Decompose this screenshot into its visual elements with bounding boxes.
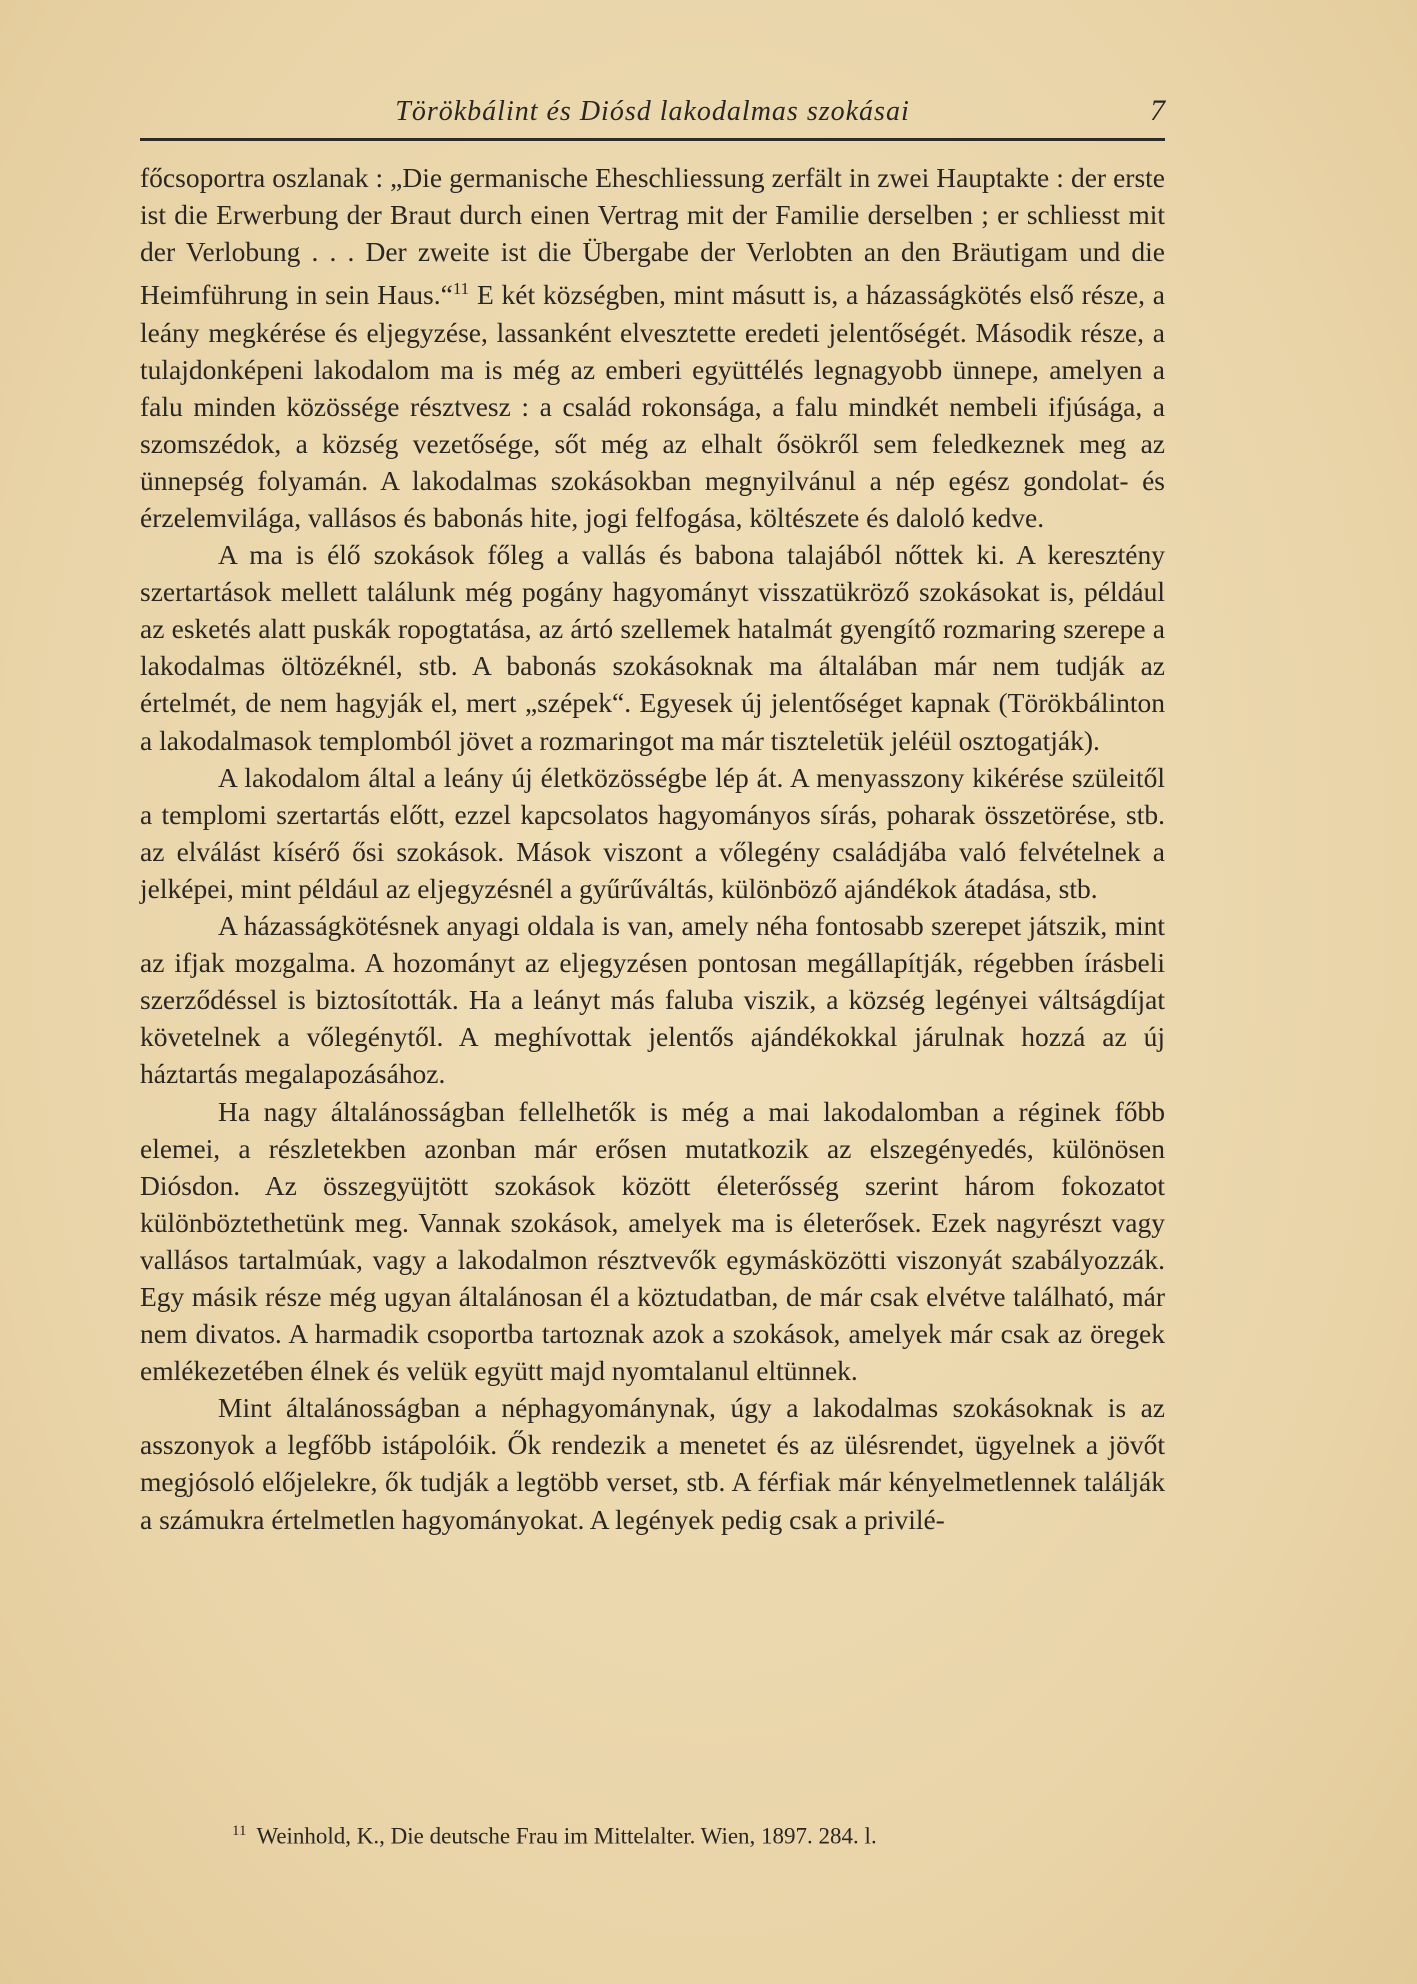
- page-header: [140, 88, 1165, 141]
- book-page: [140, 88, 1165, 1888]
- paragraph-2: A ma is élő szokások főleg a vallás és babona talajából nőttek ki. A keresztény szertartások mellett találunk még pogány hagyományt visszatükröző szokásokat is, például az esketés alatt puskák ropogtatása, az ártó szellemek hatalmát gyengítő rozmaring szerepe a lakodalmas öltözéknél, stb. A babonás szokásoknak ma általában már nem tudják az értelmét, de nem hagyják el, mert „szépek“. Egyesek új jelentőséget kapnak (Törökbálinton a lakodalmasok templomból jövet a rozmaringot ma már tiszteletük jeléül osztogatják).: [140, 539, 1165, 756]
- paragraph-1: [140, 159, 1165, 536]
- paragraph-1-rest: E két községben, mint másutt is, a házasságkötés első része, a leány megkérése és eljegyzése, lassanként elvesztette eredeti jelentőségét. Második része, a tulajdonképeni lakodalom ma is még az emberi együttélés legnagyobb ünnepe, amelyen a falu minden közössége résztvesz : a család rokonsága, a falu mindkét nembeli ifjúsága, a szomszédok, a község vezetősége, sőt még az elhalt ősökről sem feledkeznek meg az ünnepség folyamán. A lakodalmas szokásokban megnyilvánul a nép egész gondolat- és érzelemvilága, vallásos és babonás hite, jogi felfogása, költészete és daloló kedve.: [140, 279, 1165, 533]
- page-number: 7: [1150, 94, 1165, 127]
- footnote-text: Weinhold, K., Die deutsche Frau im Mittelalter. Wien, 1897. 284. l.: [256, 1823, 877, 1849]
- footnote: [140, 1816, 1165, 1852]
- footnote-reference: 11: [452, 279, 470, 299]
- paragraph-4: A házasságkötésnek anyagi oldala is van, amely néha fontosabb szerepet játszik, mint az ifjak mozgalma. A hozományt az eljegyzésen pontosan megállapítják, régebben írásbeli szerződéssel is biztosították. Ha a leányt más faluba viszik, a község legényei váltságdíjat követelnek a vőlegénytől. A meghívottak jelentős ajándékokkal járulnak hozzá az új háztartás megalapozásához.: [140, 910, 1165, 1090]
- paragraph-6: Mint általánosságban a néphagyománynak, úgy a lakodalmas szokásoknak is az asszonyok a legfőbb istápolóik. Ők rendezik a menetet és az ülésrendet, ügyelnek a jövőt megjósoló előjelekre, ők tudják a legtöbb verset, stb. A férfiak már kényelmetlennek találják a számukra értelmetlen hagyományokat. A legények pedig csak a privilé-: [140, 1392, 1165, 1535]
- body-text: [140, 159, 1165, 1538]
- running-title: Törökbálint és Diósd lakodalmas szokásai: [395, 96, 910, 127]
- footnote-mark: 11: [232, 1823, 247, 1839]
- footnote-area: [140, 1816, 1165, 1852]
- paragraph-1-quote: főcsoportra oszlanak : „Die germanische Eheschliessung zerfält in zwei Hauptakte : der erste ist die Erwerbung der Braut durch einen Vertrag mit der Familie derselben ; er schliesst mit der Verlobung . . . Der zweite ist die Übergabe der Verlobten an den Bräutigam und die Heimführung in sein Haus.“: [140, 162, 1165, 311]
- paragraph-3: A lakodalom által a leány új életközösségbe lép át. A menyasszony kikérése szüleitől a templomi szertartás előtt, ezzel kapcsolatos hagyományos sírás, poharak összetörése, stb. az elválást kísérő ősi szokások. Mások viszont a vőlegény családjába való felvételnek a jelképei, mint például az eljegyzésnél a gyűrűváltás, különböző ajándékok átadása, stb.: [140, 761, 1165, 904]
- paragraph-5: Ha nagy általánosságban fellelhetők is még a mai lakodalomban a réginek főbb elemei, a részletekben azonban már erősen mutatkozik az elszegényedés, különösen Diósdon. Az összegyüjtött szokások között életerősség szerint három fokozatot különböztethetünk meg. Vannak szokások, amelyek ma is életerősek. Ezek nagyrészt vagy vallásos tartalmúak, vagy a lakodalmon résztvevők egymásközötti viszonyát szabályozzák. Egy másik része még ugyan általánosan él a köztudatban, de már csak elvétve található, már nem divatos. A harmadik csoportba tartoznak azok a szokások, amelyek már csak az öregek emlékezetében élnek és velük együtt majd nyomtalanul eltünnek.: [140, 1095, 1165, 1387]
